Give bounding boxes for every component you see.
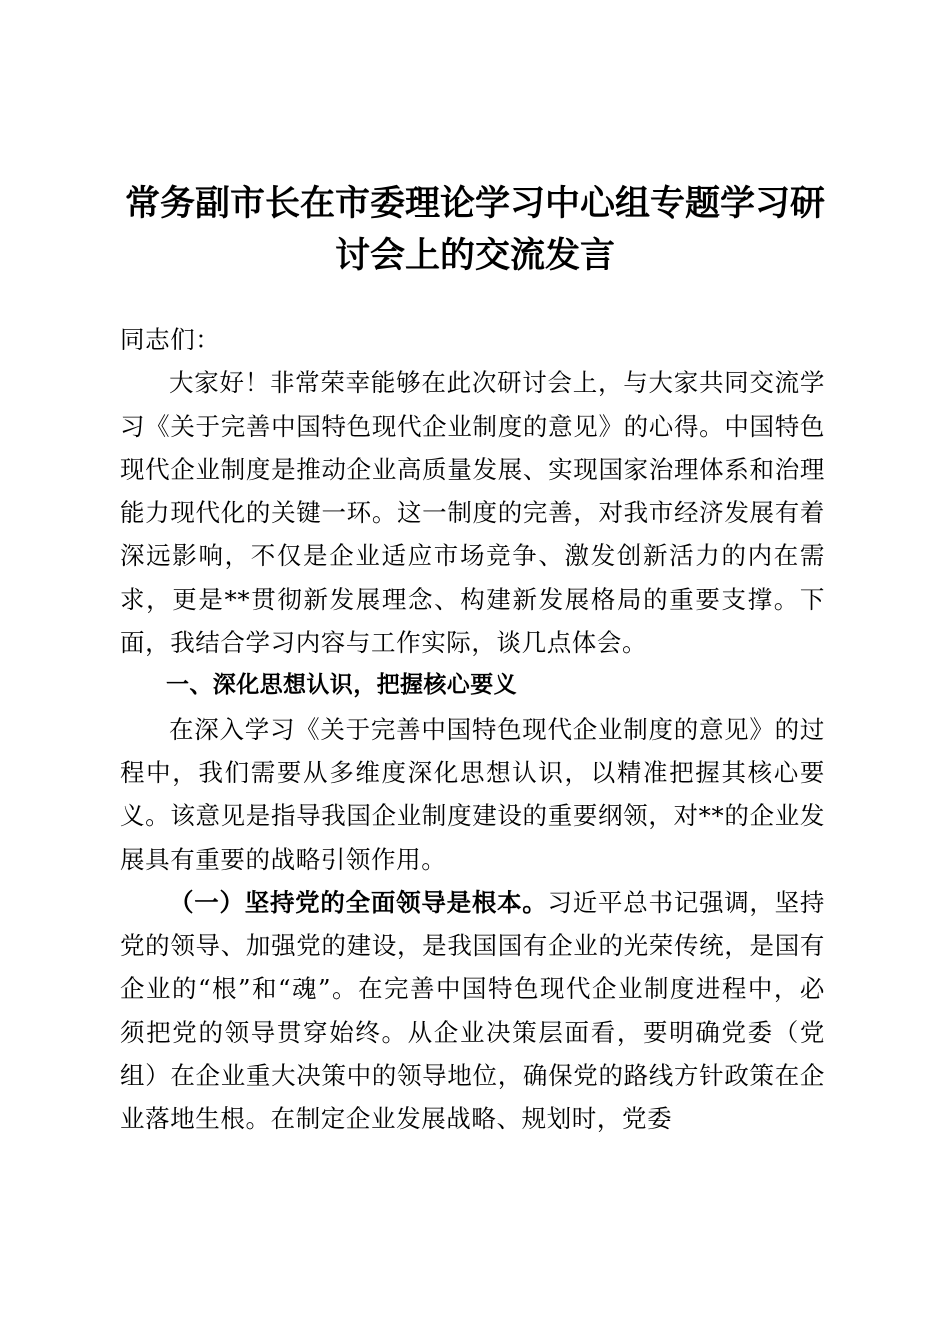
document-title [100, 178, 850, 282]
section-1-paragraph: 在深入学习《关于完善中国特色现代企业制度的意见》的过程中，我们需要从多维度深化思想认识，以精准把握其核心要义。该意见是指导我国企业制度建设的重要纲领，对**的企业发展具有重要的战略引领作用。 [120, 714, 825, 874]
section-heading-1: 一、深化思想认识，把握核心要义 [166, 672, 517, 699]
subsection-1-heading: （一）坚持党的全面领导是根本。 [169, 887, 548, 917]
subsection-1-paragraph [120, 881, 825, 1141]
title-line-2: 讨会上的交流发言 [334, 235, 615, 276]
document-body [120, 318, 825, 1141]
intro-paragraph: 大家好！非常荣幸能够在此次研讨会上，与大家共同交流学习《关于完善中国特色现代企业制度的意见》的心得。中国特色现代企业制度是推动企业高质量发展、实现国家治理体系和治理能力现代化的关键一环。这一制度的完善，对我市经济发展有着深远影响，不仅是企业适应市场竞争、激发创新活力的内在需求，更是**贯彻新发展理念、构建新发展格局的重要支撑。下面，我结合学习内容与工作实际，谈几点体会。 [120, 368, 825, 658]
title-line-1: 常务副市长在市委理论学习中心组专题学习研 [124, 183, 825, 224]
subsection-1-text: 习近平总书记强调，坚持党的领导、加强党的建设，是我国国有企业的光荣传统，是国有企业的“根”和“魂”。在完善中国特色现代企业制度进程中，必须把党的领导贯穿始终。从企业决策层面看，要明确党委（党组）在企业重大决策中的领导地位，确保党的路线方针政策在企业落地生根。在制定企业发展战略、规划时，党委 [120, 887, 826, 1134]
salutation: 同志们： [120, 325, 221, 354]
